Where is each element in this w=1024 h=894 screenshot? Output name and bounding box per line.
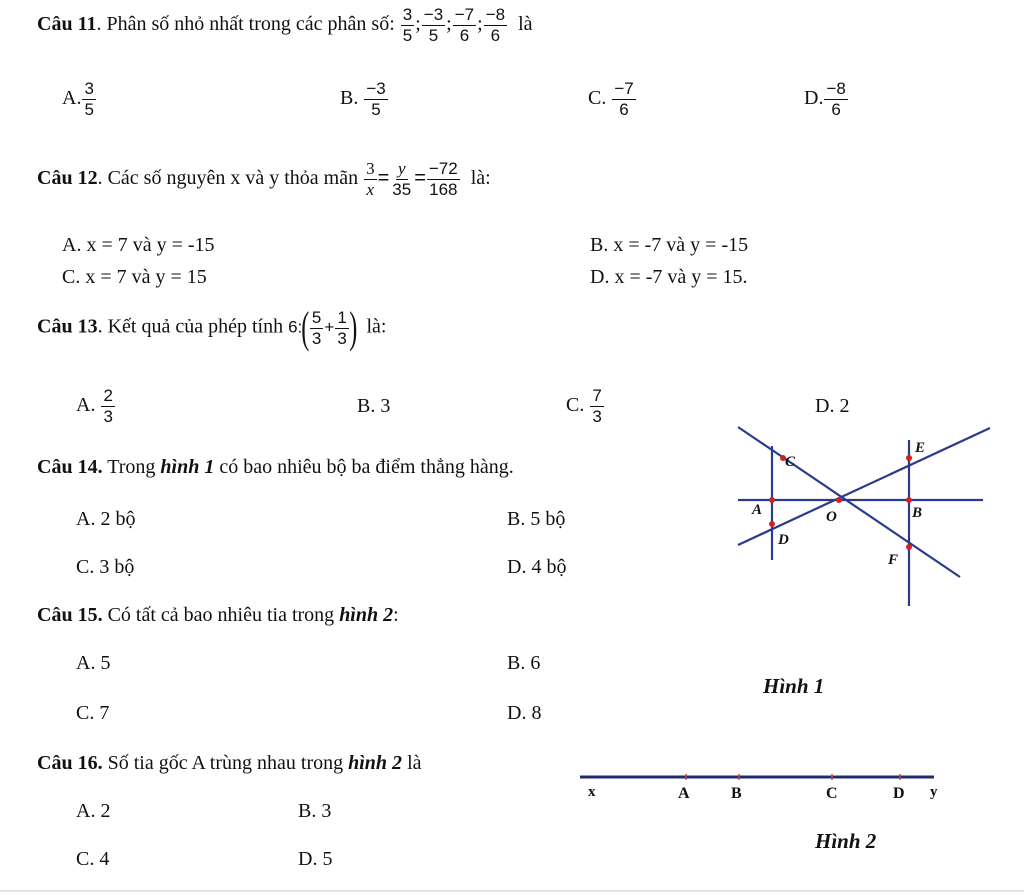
q14-option-c[interactable]: [76, 556, 134, 579]
q11-frac-2: $\frac{-3}{5}$: [423, 5, 444, 45]
point-e: [906, 455, 912, 461]
option-letter: A.: [62, 87, 82, 110]
figure-1: [728, 420, 1024, 610]
q12-option-a[interactable]: [62, 234, 215, 257]
option-fraction: $\frac{7}{3}$: [592, 386, 602, 426]
q14-option-b[interactable]: [507, 508, 565, 531]
q16-label: Câu 16.: [37, 752, 103, 774]
option-fraction: $\frac{-8}{6}$: [826, 79, 846, 119]
label-f: F: [888, 552, 899, 568]
option-text: x = -7 và y = 15.: [614, 266, 748, 288]
option-text: B. 6: [507, 652, 541, 674]
sep: ;: [446, 13, 452, 36]
option-text: A. 2 bộ: [76, 508, 136, 530]
option-text: C. 3 bộ: [76, 556, 135, 578]
label-c: C: [785, 454, 796, 470]
option-letter: D.: [804, 87, 824, 110]
option-fraction: $\frac{-3}{5}$: [366, 79, 386, 119]
q13-option-d[interactable]: [815, 395, 849, 418]
equals: =: [377, 167, 390, 190]
q12-frac-3: $\frac{-72}{168}$: [428, 159, 458, 199]
q12-label: Câu 12: [37, 167, 98, 190]
sep: ;: [415, 13, 421, 36]
q15-option-a[interactable]: [76, 652, 110, 675]
q15-option-c[interactable]: [76, 702, 109, 725]
right-paren: ): [349, 303, 358, 352]
q13-question: [37, 303, 387, 352]
q15-figure-ref: hình 2: [339, 604, 394, 626]
q12-option-d[interactable]: [590, 266, 748, 289]
q14-label: Câu 14.: [37, 456, 103, 478]
option-text: D. 5: [298, 848, 333, 870]
q12-question: [37, 160, 491, 199]
left-paren: (: [301, 303, 310, 352]
figure-2-caption: Hình 2: [815, 829, 877, 853]
q13-frac-2: $\frac{1}{3}$: [337, 307, 347, 348]
option-letter: C.: [588, 87, 607, 110]
option-letter: C.: [62, 266, 81, 288]
q11-frac-3: $\frac{-7}{6}$: [454, 5, 475, 45]
q15-label: Câu 15.: [37, 604, 103, 626]
option-text: x = 7 và y = -15: [86, 234, 215, 256]
option-letter: C.: [566, 394, 585, 417]
q16-text-post: là: [402, 752, 422, 774]
q11-label: Câu 11: [37, 13, 97, 36]
q14-text-post: có bao nhiêu bộ ba điểm thẳng hàng.: [214, 456, 514, 478]
q14-text-pre: Trong: [102, 456, 161, 478]
q12-frac-2: $\frac{y}{35}$: [392, 159, 412, 199]
option-fraction: $\frac{-7}{6}$: [614, 79, 634, 119]
option-text: A. 2: [76, 800, 111, 822]
option-text: A. 5: [76, 652, 111, 674]
label-b: B: [731, 785, 742, 802]
q13-option-b[interactable]: [357, 395, 390, 418]
q13-frac-1: $\frac{5}{3}$: [311, 307, 322, 348]
q11-option-a[interactable]: [62, 80, 97, 119]
q11-option-b[interactable]: [340, 80, 389, 119]
option-text: D. 8: [507, 702, 542, 724]
point-o: [836, 497, 842, 503]
q15-option-b[interactable]: [507, 652, 540, 675]
label-o: O: [826, 509, 837, 525]
q14-figure-ref: hình 1: [160, 456, 215, 478]
q11-frac-4: $\frac{-8}{6}$: [485, 5, 506, 45]
label-d: D: [893, 785, 905, 802]
plus: +: [324, 317, 335, 337]
option-fraction: $\frac{3}{5}$: [84, 79, 94, 119]
q13-option-a[interactable]: [76, 387, 116, 426]
q13-option-c[interactable]: [566, 387, 605, 426]
q16-question: [37, 752, 422, 775]
q14-option-d[interactable]: [507, 556, 566, 579]
label-e: E: [915, 440, 926, 456]
q14-question: [37, 456, 514, 479]
q16-option-a[interactable]: [76, 800, 110, 823]
option-text: D. 2: [815, 395, 850, 417]
q16-option-c[interactable]: [76, 848, 109, 871]
q15-text-post: :: [393, 604, 399, 626]
label-d: D: [778, 532, 789, 548]
point-b: [906, 497, 912, 503]
option-letter: B.: [590, 234, 609, 256]
q12-option-c[interactable]: [62, 266, 207, 289]
option-text: B. 3: [357, 395, 391, 417]
label-c: C: [826, 785, 838, 802]
label-y: y: [930, 784, 938, 800]
option-letter: B.: [340, 87, 359, 110]
q12-frac-1: $\frac{3}{x}$: [366, 159, 375, 199]
q12-text: . Các số nguyên x và y thỏa mãn: [97, 167, 359, 190]
option-letter: A.: [76, 394, 96, 417]
q11-question: [37, 6, 533, 45]
line-d-e: [738, 428, 990, 545]
q13-label: Câu 13: [37, 315, 98, 338]
q11-frac-1: $\frac{3}{5}$: [402, 5, 413, 45]
option-text: D. 4 bộ: [507, 556, 567, 578]
figure-1-caption: Hình 1: [763, 674, 825, 698]
q12-tail: là:: [470, 167, 491, 190]
q16-option-d[interactable]: [298, 848, 332, 871]
q11-tail: là: [518, 13, 533, 36]
bottom-divider: [0, 890, 1024, 892]
q16-text-pre: Số tia gốc A trùng nhau trong: [102, 752, 349, 774]
q16-figure-ref: hình 2: [348, 752, 403, 774]
label-b: B: [912, 505, 923, 521]
q15-option-d[interactable]: [507, 702, 541, 725]
expr-lead: 6:: [288, 317, 303, 337]
q11-option-c[interactable]: [588, 80, 637, 119]
q15-question: [37, 604, 399, 627]
option-fraction: $\frac{2}{3}$: [103, 386, 113, 426]
option-text: B. 3: [298, 800, 332, 822]
q16-option-b[interactable]: [298, 800, 331, 823]
point-a: [769, 497, 775, 503]
point-d: [769, 521, 775, 527]
figure-2: [578, 768, 948, 804]
point-f: [906, 544, 912, 550]
q13-tail: là:: [366, 315, 387, 338]
option-letter: D.: [590, 266, 610, 288]
q11-option-d[interactable]: [804, 80, 849, 119]
label-a: A: [678, 785, 690, 802]
q14-option-a[interactable]: [76, 508, 135, 531]
sep: ;: [477, 13, 483, 36]
q12-option-b[interactable]: [590, 234, 748, 257]
q11-text: . Phân số nhỏ nhất trong các phân số:: [96, 13, 395, 36]
option-text: C. 4: [76, 848, 110, 870]
option-text: x = 7 và y = 15: [85, 266, 207, 288]
label-a: A: [752, 502, 763, 518]
q13-text: . Kết quả của phép tính: [97, 315, 284, 338]
label-x: x: [588, 784, 596, 800]
option-text: x = -7 và y = -15: [613, 234, 749, 256]
option-text: B. 5 bộ: [507, 508, 566, 530]
option-text: C. 7: [76, 702, 110, 724]
option-letter: A.: [62, 234, 82, 256]
q15-text-pre: Có tất cả bao nhiêu tia trong: [102, 604, 340, 626]
equals: =: [414, 167, 426, 190]
